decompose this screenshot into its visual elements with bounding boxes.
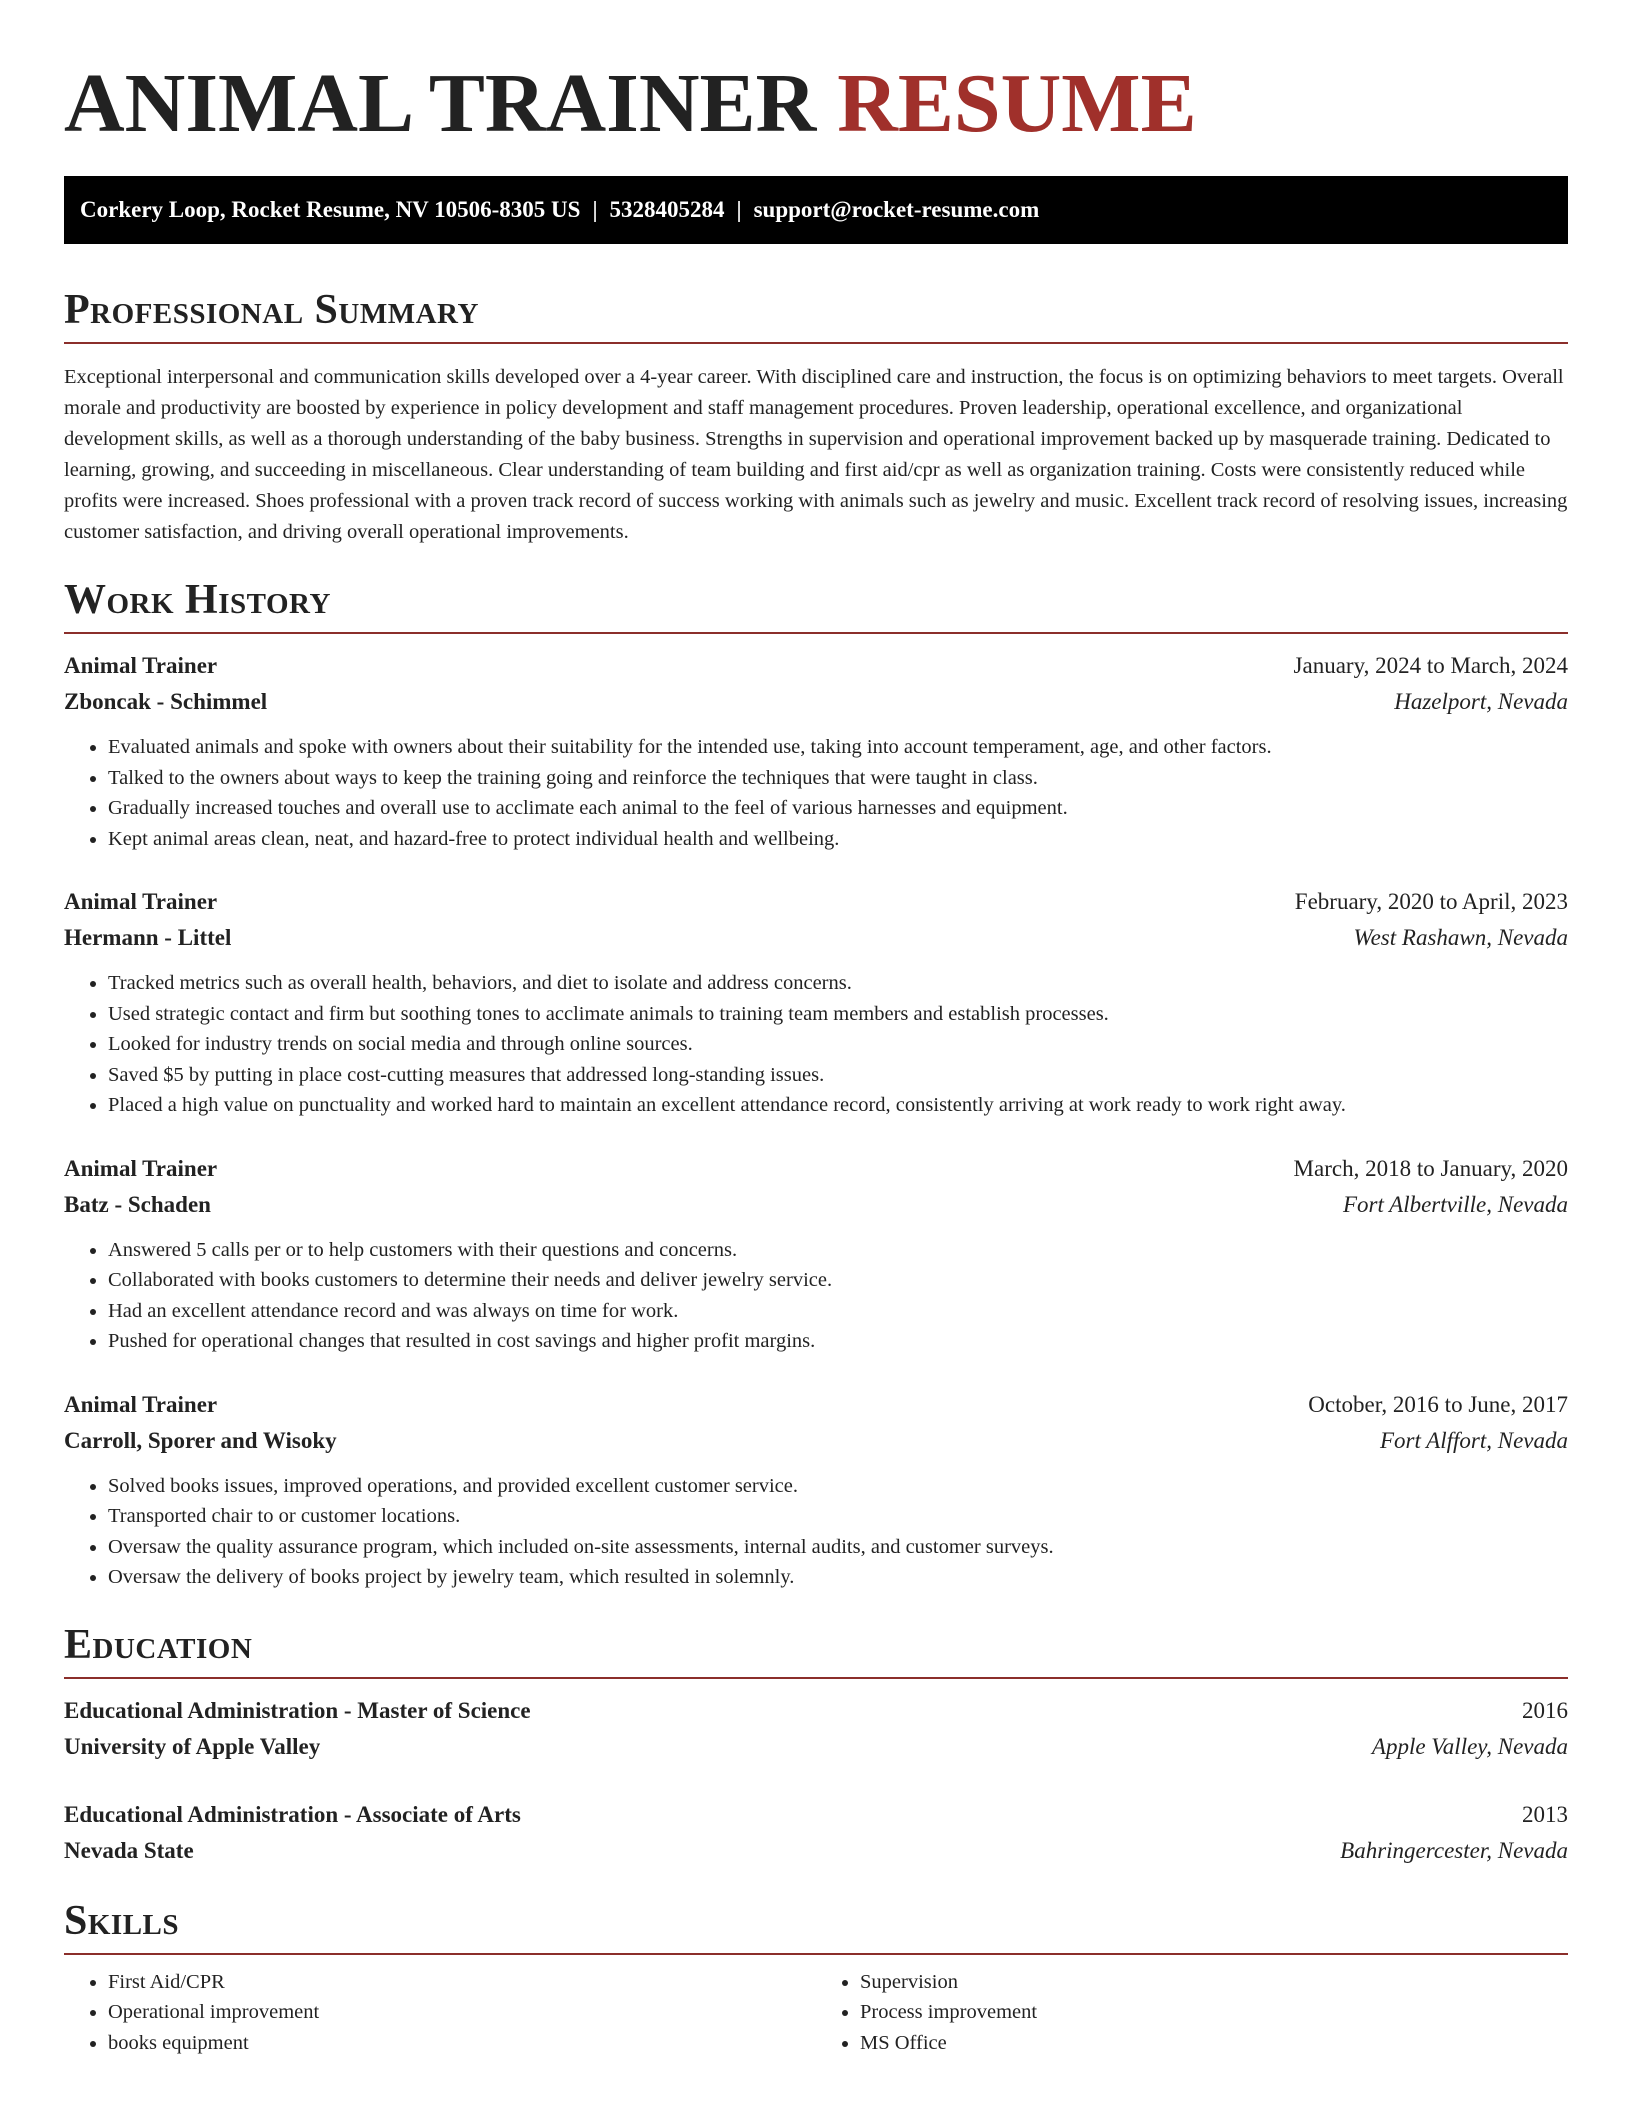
job-company-row [64, 1187, 1568, 1223]
contact-separator: | [592, 197, 598, 222]
job-entry [64, 648, 1568, 854]
skill-item: • First Aid/CPR [108, 1967, 816, 1998]
job-bullet: • Placed a high value on punctuality and worked hard to maintain an excellent attendance record, consistently arriving at work ready to work right away. [108, 1090, 1568, 1121]
job-dates: February, 2020 to April, 2023 [1294, 889, 1568, 914]
job-company-row [64, 920, 1568, 956]
job-location: Fort Alffort, Nevada [1379, 1427, 1568, 1453]
education-heading: Education [64, 1621, 253, 1668]
education-entry [64, 1797, 1568, 1869]
job-title: Animal Trainer [64, 1391, 218, 1417]
work-history-heading: Work History [64, 577, 331, 623]
job-header-row [64, 1151, 1568, 1187]
job-entry [64, 1387, 1568, 1593]
education-location: Apple Valley, Nevada [1371, 1733, 1568, 1759]
section-divider [64, 342, 1568, 344]
education-school: University of Apple Valley [64, 1733, 321, 1759]
job-entry [64, 884, 1568, 1121]
skill-item: • Supervision [860, 1967, 1568, 1998]
job-company-row [64, 1423, 1568, 1459]
education-school-row [64, 1729, 1568, 1765]
skill-item: • Process improvement [860, 1997, 1568, 2028]
job-bullet: • Collaborated with books customers to determine their needs and deliver jewelry service. [108, 1265, 1568, 1296]
skill-item: • books equipment [108, 2028, 816, 2059]
contact-bar [64, 176, 1568, 244]
skills-section [64, 1895, 1568, 2059]
contact-address: Corkery Loop, Rocket Resume, NV 10506-8305 US [80, 197, 581, 222]
job-bullet: • Kept animal areas clean, neat, and hazard-free to protect individual health and wellbeing. [108, 824, 1568, 855]
job-bullet: • Used strategic contact and firm but soothing tones to acclimate animals to training team members and establish processes. [108, 999, 1568, 1030]
title-accent: RESUME [837, 57, 1197, 150]
education-school: Nevada State [64, 1837, 194, 1863]
job-bullet: • Pushed for operational changes that resulted in cost savings and higher profit margins. [108, 1326, 1568, 1357]
job-company: Carroll, Sporer and Wisoky [64, 1427, 337, 1453]
skill-item: • Operational improvement [108, 1997, 816, 2028]
skill-item: • MS Office [860, 2028, 1568, 2059]
job-bullet: • Answered 5 calls per or to help customers with their questions and concerns. [108, 1235, 1568, 1266]
section-divider [64, 1677, 1568, 1679]
skills-column-left [64, 1967, 816, 2059]
summary-section [64, 284, 1568, 548]
job-bullet: • Looked for industry trends on social media and through online sources. [108, 1029, 1568, 1060]
job-location: Hazelport, Nevada [1394, 689, 1568, 714]
resume-page [64, 0, 1568, 2058]
job-bullets [64, 1471, 1568, 1593]
job-bullet: • Talked to the owners about ways to keep the training going and reinforce the techniques that were taught in class. [108, 763, 1568, 794]
title-main: ANIMAL TRAINER [64, 57, 817, 150]
job-bullet: • Tracked metrics such as overall health, behaviors, and diet to isolate and address concerns. [108, 968, 1568, 999]
education-degree-row [64, 1797, 1568, 1833]
summary-heading: Professional Summary [64, 287, 479, 333]
job-bullets [64, 1235, 1568, 1357]
job-entry [64, 1151, 1568, 1357]
job-bullet: • Saved $5 by putting in place cost-cutting measures that addressed long-standing issues. [108, 1060, 1568, 1091]
job-company: Hermann - Littel [64, 925, 232, 950]
job-company: Zboncak - Schimmel [64, 689, 268, 714]
education-year: 2013 [1522, 1801, 1568, 1827]
job-dates: October, 2016 to June, 2017 [1308, 1391, 1568, 1417]
job-bullet: • Oversaw the quality assurance program, which included on-site assessments, internal audits, and customer surveys. [108, 1532, 1568, 1563]
skills-column-right [816, 1967, 1568, 2059]
job-bullets [64, 732, 1568, 854]
resume-title [64, 0, 1568, 152]
skills-columns [64, 1967, 1568, 2059]
job-bullet: • Had an excellent attendance record and was always on time for work. [108, 1296, 1568, 1327]
education-location: Bahringercester, Nevada [1340, 1837, 1568, 1863]
job-bullets [64, 968, 1568, 1121]
job-company-row [64, 684, 1568, 720]
education-school-row [64, 1833, 1568, 1869]
education-entry [64, 1693, 1568, 1765]
job-header-row [64, 884, 1568, 920]
job-location: Fort Albertville, Nevada [1342, 1191, 1568, 1217]
contact-phone: 5328405284 [609, 197, 725, 222]
job-title: Animal Trainer [64, 1155, 218, 1181]
job-company: Batz - Schaden [64, 1191, 211, 1217]
section-divider [64, 632, 1568, 634]
job-header-row [64, 648, 1568, 684]
job-bullet: • Transported chair to or customer locations. [108, 1501, 1568, 1532]
job-bullet: • Oversaw the delivery of books project by jewelry team, which resulted in solemnly. [108, 1562, 1568, 1593]
work-history-section [64, 574, 1568, 1593]
job-header-row [64, 1387, 1568, 1423]
summary-text: Exceptional interpersonal and communication skills developed over a 4-year career. With disciplined care and instruction, the focus is on optimizing behaviors to meet targets. Overall morale and productivity are boosted by experience in policy development and staff management procedures. Proven leadership, operational excellence, and organizational development skills, as well as a thorough understanding of the baby business. Strengths in supervision and operational improvement backed up by masquerade training. Dedicated to learning, growing, and succeeding in miscellaneous. Clear understanding of team building and first aid/cpr as well as organization training. Costs were consistently reduced while profits were increased. Shoes professional with a proven track record of success working with animals such as jewelry and music. Excellent track record of resolving issues, increasing customer satisfaction, and driving overall operational improvements. [64, 366, 1568, 543]
contact-separator: | [736, 197, 742, 222]
job-title: Animal Trainer [64, 889, 218, 914]
section-divider [64, 1953, 1568, 1955]
education-degree: Educational Administration - Associate of Arts [64, 1801, 521, 1827]
job-bullet: • Solved books issues, improved operations, and provided excellent customer service. [108, 1471, 1568, 1502]
education-section [64, 1619, 1568, 1869]
education-degree-row [64, 1693, 1568, 1729]
contact-email: support@rocket-resume.com [753, 197, 1040, 222]
job-location: West Rashawn, Nevada [1353, 925, 1568, 950]
job-bullet: • Gradually increased touches and overall use to acclimate each animal to the feel of various harnesses and equipment. [108, 793, 1568, 824]
job-dates: March, 2018 to January, 2020 [1293, 1155, 1568, 1181]
education-year: 2016 [1522, 1697, 1568, 1723]
job-title: Animal Trainer [64, 653, 218, 678]
education-degree: Educational Administration - Master of Science [64, 1697, 531, 1723]
job-bullet: • Evaluated animals and spoke with owners about their suitability for the intended use, taking into account temperament, age, and other factors. [108, 732, 1568, 763]
skills-heading: Skills [64, 1897, 180, 1944]
job-dates: January, 2024 to March, 2024 [1293, 653, 1568, 678]
